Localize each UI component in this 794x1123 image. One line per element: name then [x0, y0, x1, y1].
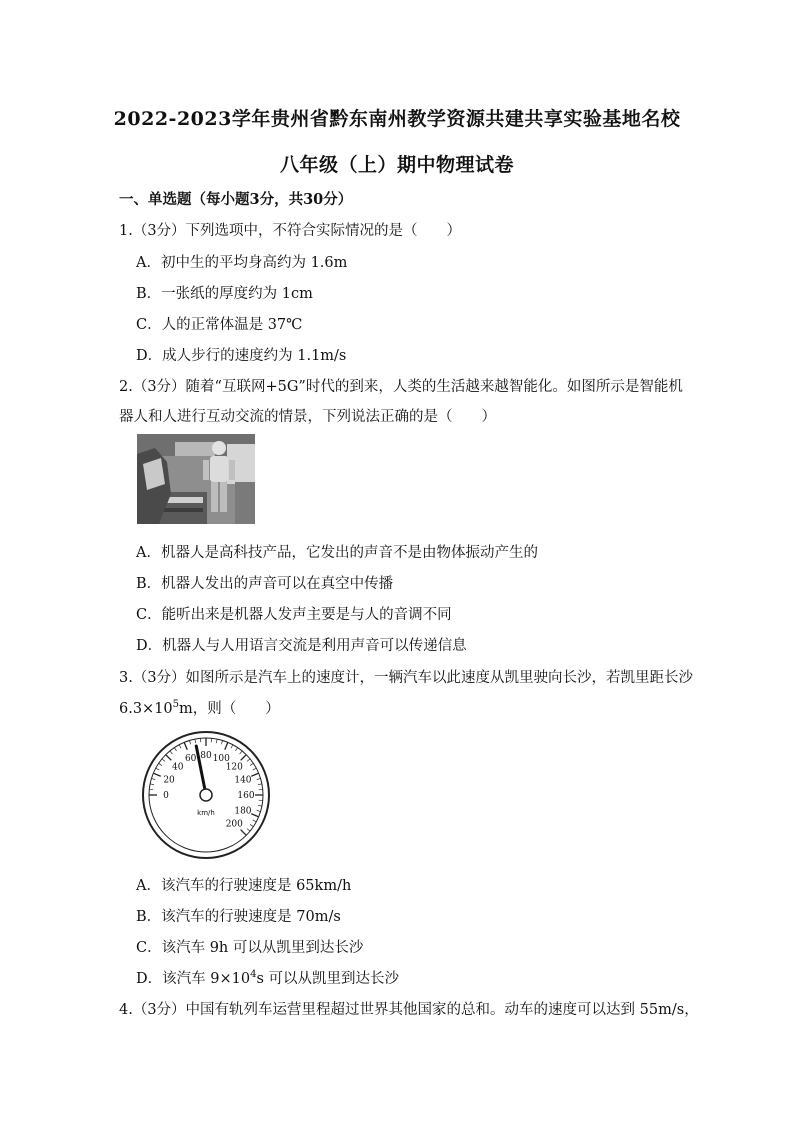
speedometer-tick-label: 100	[212, 754, 230, 765]
q2-option-a: A．机器人是高科技产品，它发出的声音不是由物体振动产生的	[136, 545, 538, 561]
robot-interaction-photo	[137, 434, 255, 524]
speedometer-tick-label: 40	[171, 762, 184, 773]
speedometer-tick-label: 160	[237, 791, 255, 801]
q1-option-d: D．成人步行的速度约为 1.1m/s	[136, 348, 347, 364]
q2-option-c: C．能听出来是机器人发声主要是与人的音调不同	[136, 607, 452, 623]
speedometer-unit: km/h	[197, 809, 215, 817]
q1-option-b: B．一张纸的厚度约为 1cm	[136, 286, 313, 302]
q1-option-c: C．人的正常体温是 37℃	[136, 317, 303, 333]
exam-title-line2: 八年级（上）期中物理试卷	[279, 154, 514, 176]
question-2-stem-line2: 器人和人进行互动交流的情景，下列说法正确的是（ ）	[119, 409, 496, 425]
speedometer-tick-label: 0	[163, 791, 169, 801]
q3-option-a: A．该汽车的行驶速度是 65km/h	[136, 878, 352, 894]
question-3-stem-line1: 3.（3分）如图所示是汽车上的速度计，一辆汽车以此速度从凯里驶向长沙，若凯里距长沙	[119, 670, 694, 686]
q1-option-a: A．初中生的平均身高约为 1.6m	[136, 255, 348, 271]
question-4-stem: 4.（3分）中国有轨列车运营里程超过世界其他国家的总和。动车的速度可以达到 55m/s，	[119, 1002, 699, 1018]
speedometer-figure	[137, 730, 275, 860]
speedometer-tick-label: 140	[234, 775, 252, 786]
q2-option-b: B．机器人发出的声音可以在真空中传播	[136, 576, 394, 592]
speedometer-tick-label: 180	[234, 806, 252, 817]
section-heading: 一、单选题（每小题3分，共30分）	[119, 191, 353, 208]
exam-title-line1: 2022-2023学年贵州省黔东南州教学资源共建共享实验基地名校	[113, 108, 681, 130]
q2-option-d: D．机器人与人用语言交流是利用声音可以传递信息	[136, 638, 467, 654]
question-2-stem-line1: 2.（3分）随着“互联网+5G”时代的到来，人类的生活越来越智能化。如图所示是智能机	[119, 379, 683, 395]
question-3-stem-line2: $6.3\times 10^5m$，则（ ）	[119, 699, 280, 717]
q3-option-b: B．该汽车的行驶速度是 70m/s	[136, 909, 341, 925]
speedometer-tick-label: 200	[225, 819, 243, 830]
speedometer-tick-label: 80	[200, 751, 212, 761]
q3-option-d: D．该汽车 $9\times 10^4s$ 可以从凯里到达长沙	[136, 969, 399, 987]
q3-option-c: C．该汽车 9h 可以从凯里到达长沙	[136, 940, 364, 956]
speedometer-tick-label: 20	[163, 775, 175, 786]
question-1-stem: 1.（3分）下列选项中，不符合实际情况的是（ ）	[119, 223, 462, 239]
speedometer-tick-label: 60	[184, 754, 197, 765]
speedometer-tick-label: 120	[225, 762, 243, 773]
